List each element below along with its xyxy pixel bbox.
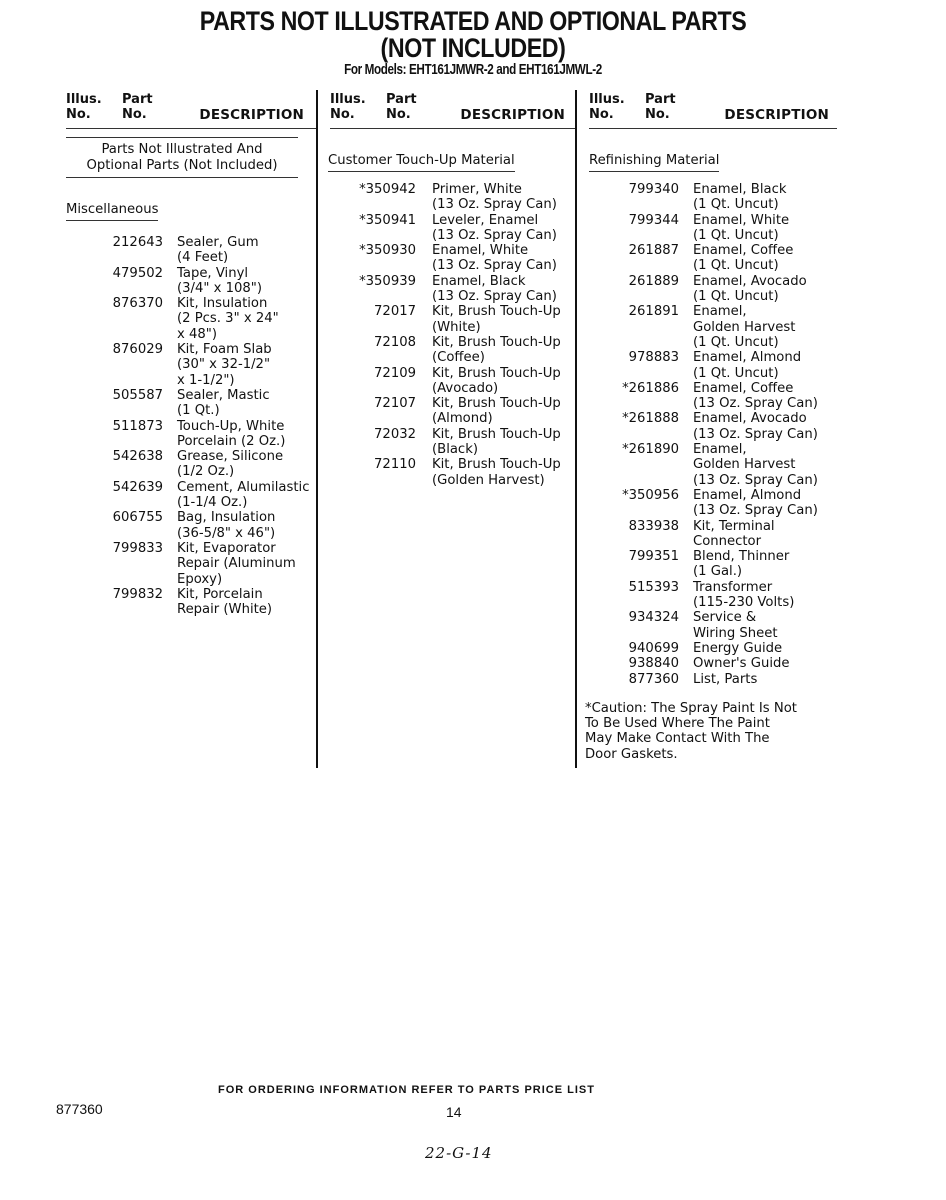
subsection-title: Refinishing Material (589, 153, 719, 172)
part-description: Owner's Guide (693, 656, 790, 672)
description-header: DESCRIPTION (460, 107, 565, 123)
table-row (577, 641, 837, 656)
table-row (577, 182, 837, 213)
table-row (318, 274, 577, 305)
part-description: Enamel, Black (13 Oz. Spray Can) (432, 273, 557, 305)
part-description: Grease, Silicone (1/2 Oz.) (177, 449, 284, 480)
part-number: 72107 (374, 396, 416, 412)
part-number: 261889 (628, 273, 679, 289)
parts-column-2 (316, 90, 577, 768)
parts-column-3 (575, 90, 837, 768)
part-description: Kit, Evaporator Repair (Aluminum Epoxy) (177, 540, 296, 587)
page-title: PARTS NOT ILLUSTRATED AND OPTIONAL PARTS (199, 6, 747, 36)
parts-column-1 (66, 90, 316, 617)
table-row (66, 480, 316, 511)
part-number: 938840 (628, 656, 679, 672)
illus-no-header: Illus. No. (589, 92, 625, 122)
part-number: 515393 (628, 579, 679, 595)
part-number: 799832 (112, 586, 163, 602)
parts-list (66, 235, 316, 617)
table-row (66, 449, 316, 480)
table-row (66, 587, 316, 618)
table-row (318, 213, 577, 244)
table-row (318, 396, 577, 427)
part-number: 934324 (628, 610, 679, 626)
part-number: 542638 (112, 449, 163, 465)
part-description: Kit, Brush Touch-Up (White) (432, 304, 561, 335)
document-number: 877360 (56, 1101, 103, 1117)
part-number: 72017 (374, 304, 416, 320)
part-description: Enamel, Almond (13 Oz. Spray Can) (693, 487, 818, 519)
description-header: DESCRIPTION (199, 107, 304, 123)
table-row (577, 304, 837, 350)
part-number: *350939 (359, 273, 416, 289)
part-description: List, Parts (693, 671, 758, 687)
table-row (66, 342, 316, 388)
parts-list (318, 182, 577, 488)
table-row (66, 419, 316, 450)
part-description: Enamel, Golden Harvest (13 Oz. Spray Can) (693, 442, 818, 488)
part-description: Kit, Porcelain Repair (White) (177, 586, 273, 618)
page-subtitle: (NOT INCLUDED) (380, 33, 566, 63)
part-number: *350941 (359, 212, 416, 228)
part-number: 877360 (628, 671, 679, 687)
part-description: Energy Guide (693, 640, 783, 656)
table-row (66, 541, 316, 587)
column-header (66, 90, 316, 129)
table-row (577, 213, 837, 244)
table-row (318, 182, 577, 213)
part-number: 511873 (112, 418, 163, 434)
part-description: Enamel, Coffee (1 Qt. Uncut) (693, 243, 794, 274)
part-description: Kit, Brush Touch-Up (Black) (432, 426, 561, 458)
table-row (66, 510, 316, 541)
models-line: For Models: EHT161JMWR-2 and EHT161JMWL-2 (344, 61, 602, 78)
part-description: Touch-Up, White Porcelain (2 Oz.) (177, 418, 286, 449)
part-number: 799351 (628, 549, 679, 565)
part-number: 261891 (628, 304, 679, 320)
ordering-note: FOR ORDERING INFORMATION REFER TO PARTS PRICE LIST (218, 1084, 595, 1096)
part-no-header: Part No. (386, 92, 417, 122)
illus-no-header: Illus. No. (330, 92, 366, 122)
part-number: 72108 (374, 334, 416, 350)
table-row (577, 381, 837, 412)
description-header: DESCRIPTION (724, 107, 829, 123)
table-row (66, 235, 316, 266)
table-row (577, 488, 837, 519)
part-description: Leveler, Enamel (13 Oz. Spray Can) (432, 212, 557, 243)
part-description: Kit, Brush Touch-Up (Golden Harvest) (432, 457, 561, 488)
table-row (318, 427, 577, 458)
part-description: Primer, White (13 Oz. Spray Can) (432, 182, 557, 213)
table-row (577, 610, 837, 641)
subsection-title: Customer Touch-Up Material (328, 153, 515, 172)
part-description: Enamel, Black (1 Qt. Uncut) (693, 182, 787, 213)
part-description: Kit, Brush Touch-Up (Avocado) (432, 365, 561, 396)
part-number: 212643 (112, 235, 163, 250)
part-number: 940699 (628, 640, 679, 656)
part-description: Kit, Brush Touch-Up (Almond) (432, 396, 561, 427)
table-row (577, 274, 837, 305)
table-row (577, 350, 837, 381)
part-number: *350956 (622, 487, 679, 503)
part-description: Sealer, Gum (4 Feet) (177, 235, 259, 266)
part-description: Enamel, Golden Harvest (1 Qt. Uncut) (693, 304, 796, 350)
table-row (577, 672, 837, 687)
part-number: *350930 (359, 243, 416, 259)
part-number: 72109 (374, 365, 416, 381)
section-title-box: Parts Not Illustrated And Optional Parts (Not Included) (66, 137, 298, 178)
part-number: 606755 (112, 510, 163, 526)
table-row (577, 411, 837, 442)
part-description: Kit, Brush Touch-Up (Coffee) (432, 334, 561, 366)
part-number: 72032 (374, 426, 416, 442)
part-number: 72110 (374, 457, 416, 473)
part-description: Enamel, White (1 Qt. Uncut) (693, 212, 790, 243)
part-description: Transformer (115-230 Volts) (693, 579, 795, 611)
part-description: Enamel, Avocado (1 Qt. Uncut) (693, 273, 807, 305)
part-number: 505587 (112, 387, 163, 403)
table-row (577, 549, 837, 580)
table-row (577, 243, 837, 274)
part-number: 799344 (628, 212, 679, 228)
page-number: 14 (446, 1104, 462, 1120)
table-row (66, 296, 316, 342)
caution-note: *Caution: The Spray Paint Is Not To Be Used Where The Paint May Make Contact With The Door Gaskets. (585, 700, 797, 762)
part-number: 978883 (628, 350, 679, 366)
part-number: *261888 (622, 411, 679, 427)
table-row (66, 388, 316, 419)
part-number: 261887 (628, 243, 679, 259)
parts-list (577, 182, 837, 687)
table-row (577, 580, 837, 611)
part-number: 799340 (628, 182, 679, 197)
part-description: Sealer, Mastic (1 Qt.) (177, 387, 270, 419)
table-row (66, 266, 316, 297)
part-description: Enamel, Avocado (13 Oz. Spray Can) (693, 411, 818, 442)
part-description: Enamel, Coffee (13 Oz. Spray Can) (693, 380, 818, 412)
table-row (318, 335, 577, 366)
part-description: Kit, Insulation (2 Pcs. 3" x 24" x 48") (177, 296, 279, 342)
column-header (589, 90, 837, 129)
part-description: Bag, Insulation (36-5/8" x 46") (177, 510, 276, 541)
handwritten-code: 22-G-14 (425, 1144, 493, 1162)
part-description: Tape, Vinyl (3/4" x 108") (177, 265, 263, 296)
column-header (330, 90, 577, 129)
part-number: 833938 (628, 518, 679, 534)
illus-no-header: Illus. No. (66, 92, 102, 122)
part-no-header: Part No. (122, 92, 153, 122)
part-number: 542639 (112, 479, 163, 495)
part-number: *350942 (359, 182, 416, 197)
part-number: 799833 (112, 540, 163, 556)
part-number: 876029 (112, 342, 163, 358)
table-row (318, 366, 577, 397)
table-row (577, 442, 837, 488)
part-description: Enamel, White (13 Oz. Spray Can) (432, 243, 557, 274)
part-description: Blend, Thinner (1 Gal.) (693, 549, 790, 580)
part-number: *261886 (622, 380, 679, 396)
subsection-title: Miscellaneous (66, 202, 158, 221)
part-description: Service & Wiring Sheet (693, 610, 778, 641)
part-description: Kit, Foam Slab (30" x 32-1/2" x 1-1/2") (177, 342, 272, 388)
part-description: Cement, Alumilastic (1-1/4 Oz.) (177, 479, 310, 511)
table-row (318, 457, 577, 488)
part-description: Kit, Terminal Connector (693, 518, 775, 549)
table-row (577, 519, 837, 550)
part-number: *261890 (622, 442, 679, 458)
part-number: 876370 (112, 296, 163, 312)
part-no-header: Part No. (645, 92, 676, 122)
table-row (577, 656, 837, 671)
part-number: 479502 (112, 265, 163, 281)
table-row (318, 243, 577, 274)
table-row (318, 304, 577, 335)
part-description: Enamel, Almond (1 Qt. Uncut) (693, 350, 802, 381)
